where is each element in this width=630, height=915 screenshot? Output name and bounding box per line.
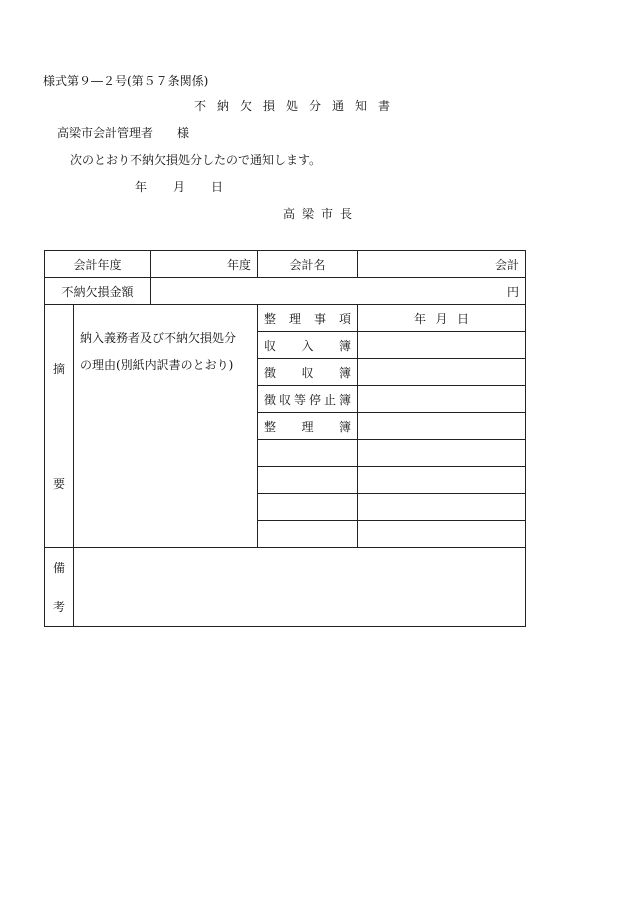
fiscal-year-label: 会計年度 (45, 251, 151, 278)
ledger-name-char: 収 (279, 392, 292, 407)
addressee (57, 124, 189, 141)
date-year: 年 (135, 180, 148, 194)
remarks-label-top: 備 (52, 561, 65, 575)
ledger-header-char: 整 (264, 311, 277, 326)
date-day: 日 (211, 180, 224, 194)
ledger-row-empty[interactable] (258, 521, 358, 548)
ledger-name-char: 収 (264, 338, 277, 353)
remarks-label-bottom: 考 (52, 600, 65, 614)
summary-label (45, 305, 74, 548)
ledger-date-char: 日 (456, 311, 469, 326)
reason-line-1: 納入義務者及び不納欠損処分 (80, 331, 237, 345)
honorific: 様 (177, 126, 190, 140)
ledger-row-empty[interactable] (258, 467, 358, 494)
amount-field[interactable]: 円 (151, 278, 526, 305)
form-number: 様式第９―２号(第５７条関係) (43, 74, 209, 88)
summary-label-top: 摘 (52, 362, 65, 376)
ledger-row (258, 386, 358, 413)
ledger-row (258, 413, 358, 440)
ledger-date-field[interactable] (358, 521, 526, 548)
account-name-label: 会計名 (258, 251, 358, 278)
ledger-name-char: 理 (301, 419, 314, 434)
ledger-name-char: 簿 (338, 392, 351, 407)
account-name-field[interactable]: 会計 (358, 251, 526, 278)
ledger-name-char: 簿 (338, 338, 351, 353)
notice-table (44, 250, 526, 627)
ledger-row-empty[interactable] (258, 440, 358, 467)
ledger-header (258, 305, 358, 332)
ledger-name-char: 整 (264, 419, 277, 434)
ledger-date-char: 月 (435, 311, 448, 326)
ledger-header-char: 事 (313, 311, 326, 326)
ledger-row (258, 332, 358, 359)
ledger-name-char: 簿 (338, 419, 351, 434)
ledger-name-char: 止 (323, 392, 336, 407)
reason-text (74, 305, 258, 548)
ledger-date-field[interactable] (358, 494, 526, 521)
ledger-date-char: 年 (414, 311, 427, 326)
intro-text: 次のとおり不納欠損処分したので通知します。 (70, 153, 322, 167)
ledger-name-char: 入 (301, 338, 314, 353)
remarks-field[interactable] (74, 548, 526, 627)
ledger-date-field[interactable] (358, 359, 526, 386)
ledger-name-char: 停 (308, 392, 321, 407)
addressee-name: 高梁市会計管理者 (57, 126, 154, 140)
issuer: 高梁市長 (283, 207, 360, 221)
document-title: 不納欠損処分通知書 (194, 99, 402, 113)
ledger-name-char: 収 (301, 365, 314, 380)
ledger-row-empty[interactable] (258, 494, 358, 521)
ledger-date-header (358, 305, 526, 332)
ledger-date-field[interactable] (358, 413, 526, 440)
reason-line-2: の理由(別紙内訳書のとおり) (80, 358, 234, 372)
ledger-name-char: 徴 (264, 392, 277, 407)
fiscal-year-field[interactable]: 年度 (151, 251, 258, 278)
ledger-name-char: 簿 (338, 365, 351, 380)
ledger-header-char: 項 (338, 311, 351, 326)
date-month: 月 (173, 180, 186, 194)
ledger-date-field[interactable] (358, 467, 526, 494)
ledger-date-field[interactable] (358, 332, 526, 359)
ledger-name-char: 徴 (264, 365, 277, 380)
remarks-label (45, 548, 74, 627)
summary-label-bottom: 要 (52, 477, 65, 491)
ledger-header-char: 理 (289, 311, 302, 326)
ledger-row (258, 359, 358, 386)
date-line (135, 178, 223, 195)
ledger-date-field[interactable] (358, 386, 526, 413)
amount-label: 不納欠損金額 (45, 278, 151, 305)
ledger-date-field[interactable] (358, 440, 526, 467)
ledger-name-char: 等 (293, 392, 306, 407)
